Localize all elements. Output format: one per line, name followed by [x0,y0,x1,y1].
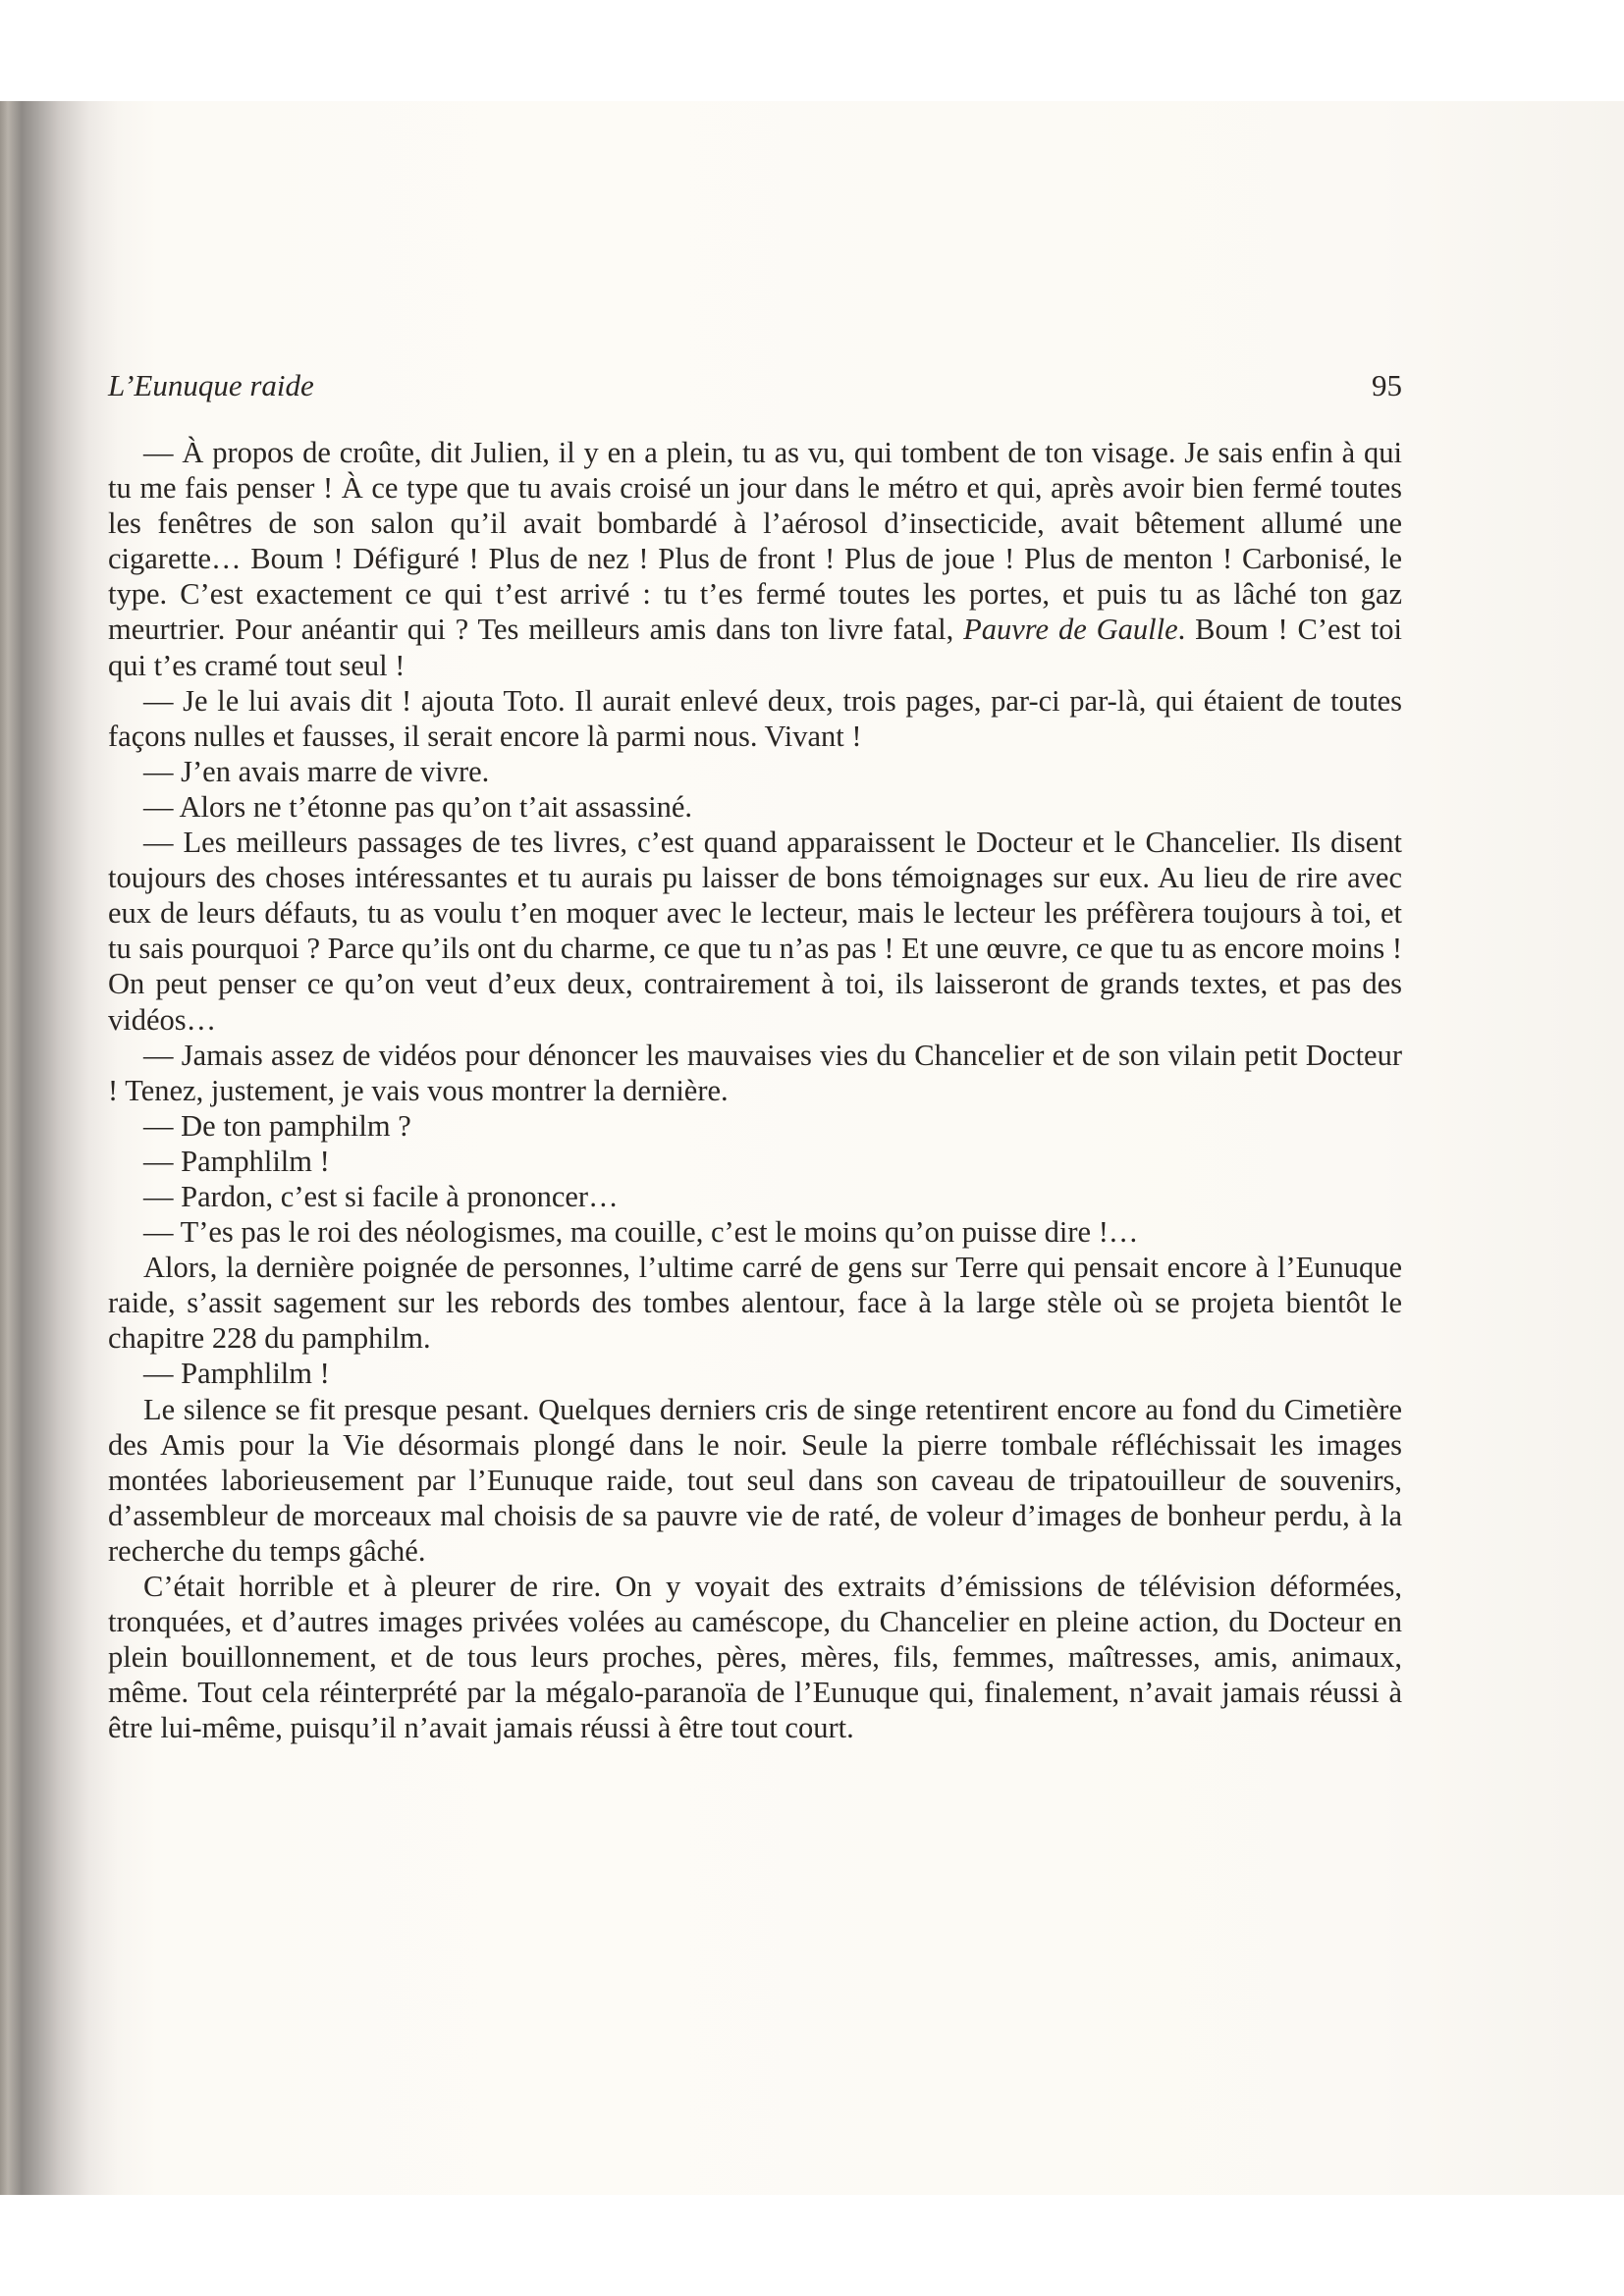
paragraph: Le silence se fit presque pesant. Quelques derniers cris de singe retentirent encore au fond du Cimetière des Amis pour la Vie désormais plongé dans le noir. Seule la pierre tombale réfléchissait les images montées laborieusement par l’Eunuque raide, tout seul dans son caveau de tripatouilleur de souvenirs, d’assembleur de morceaux mal choisis de sa pauvre vie de raté, de voleur d’images de bonheur perdu, à la recherche du temps gâché. [108,1392,1402,1568]
paragraph-text: — À propos de croûte, dit Julien, il y en a plein, tu as vu, qui tombent de ton visage. Je sais enfin à qui tu me fais penser ! À ce type que tu avais croisé un jour dans le métro et qui, après avoir bien fermé toutes les fenêtres de son salon qu’il avait bombardé à l’aérosol d’insecticide, avait bêtement allumé une cigarette… Boum ! Défiguré ! Plus de nez ! Plus de front ! Plus de joue ! Plus de menton ! Carbonisé, le type. C’est exactement ce qui t’est arrivé : tu t’es fermé toutes les portes, et puis tu as lâché ton gaz meurtrier. Pour anéantir qui ? Tes meilleurs amis dans ton livre fatal, [108,436,1402,647]
paragraph: — Je le lui avais dit ! ajouta Toto. Il aurait enlevé deux, trois pages, par-ci par-là, qui étaient de toutes façons nulles et fausses, il serait encore là parmi nous. Vivant ! [108,683,1402,753]
paragraph: — J’en avais marre de vivre. [143,754,490,788]
book-page [0,101,1624,2195]
paragraph: — De ton pamphilm ? [143,1108,411,1143]
paragraph: — T’es pas le roi des néologismes, ma couille, c’est le moins qu’on puisse dire !… [143,1215,1139,1250]
paragraph: — Jamais assez de vidéos pour dénoncer les mauvaises vies du Chancelier et de son vilain petit Docteur ! Tenez, justement, je vais vous montrer la dernière. [108,1038,1402,1107]
paragraph-text: . Boum ! C’est toi qui t’es cramé tout seul ! [108,613,1402,682]
body-text [108,435,1402,1745]
paragraph: C’était horrible et à pleurer de rire. On y voyait des extraits d’émissions de télévision déformées, tronquées, et d’autres images privées volées au caméscope, du Chancelier en pleine action, du Docteur en plein bouillonnement, et de tous leurs proches, pères, mères, fils, femmes, maîtresses, amis, animaux, même. Tout cela réinterprété par la mégalo-paranoïa de l’Eunuque qui, finalement, n’avait jamais réussi à être lui-même, puisqu’il n’avait jamais réussi à être tout court. [108,1570,1402,1745]
running-title: L’Eunuque raide [108,368,314,402]
paragraph: — Pamphlilm ! [143,1357,330,1391]
page-number: 95 [1372,368,1402,402]
paragraph: — Les meilleurs passages de tes livres, c’est quand apparaissent le Docteur et le Chancelier. Ils disent toujours des choses intéressantes et tu aurais pu laisser de bons témoignages sur eux. Au lieu de rire avec eux de leurs défauts, tu as voulu t’en moquer avec le lecteur, mais le lecteur les préfèrera toujours à toi, et tu sais pourquoi ? Parce qu’ils ont du charme, ce que tu n’as pas ! Et une œuvre, ce que tu as encore moins ! On peut penser ce qu’on veut d’eux deux, contrairement à toi, ils laisseront de grands textes, et pas des vidéos… [108,826,1402,1037]
paragraph: — Pardon, c’est si facile à prononcer… [143,1179,619,1213]
paragraph: — Pamphlilm ! [143,1144,330,1178]
paragraph: Alors, la dernière poignée de personnes, l’ultime carré de gens sur Terre qui pensait encore à l’Eunuque raide, s’assit sagement sur les rebords des tombes alentour, face à la large stèle où se projeta bientôt le chapitre 228 du pamphilm. [108,1251,1402,1356]
book-title-italic: Pauvre de Gaulle [963,613,1178,647]
paragraph: — Alors ne t’étonne pas qu’on t’ait assassiné. [143,789,693,824]
paragraph [108,435,1402,683]
running-head [108,368,1402,407]
